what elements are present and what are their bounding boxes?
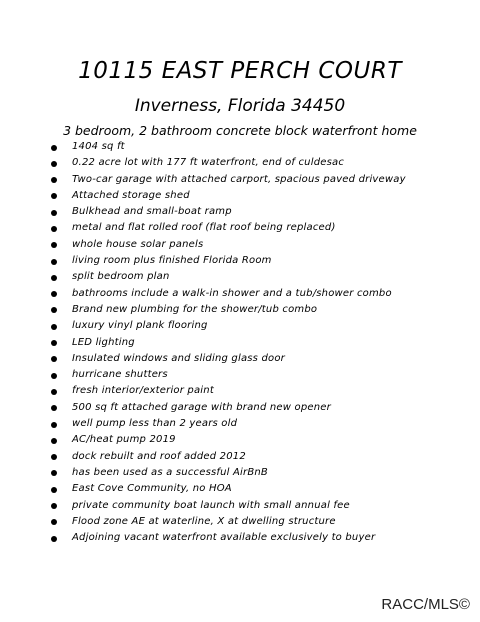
feature-item: [48, 286, 468, 302]
feature-item: [48, 383, 468, 399]
feature-item: [48, 269, 468, 285]
feature-text: Brand new plumbing for the shower/tub combo: [72, 303, 318, 315]
feature-item: [48, 449, 468, 465]
feature-item: [48, 172, 468, 188]
feature-text: fresh interior/exterior paint: [72, 385, 214, 397]
feature-text: LED lighting: [72, 336, 135, 348]
feature-item: [48, 400, 468, 416]
feature-item: [48, 498, 468, 514]
feature-text: well pump less than 2 years old: [72, 418, 238, 430]
feature-item: [48, 204, 468, 220]
feature-text: private community boat launch with small annual fee: [72, 499, 350, 511]
feature-text: Two-car garage with attached carport, spacious paved driveway: [72, 173, 406, 185]
city-state-zip: Inverness, Florida 34450: [134, 96, 346, 116]
feature-text: Flood zone AE at waterline, X at dwelling structure: [72, 515, 336, 527]
bullet-icon: [51, 242, 57, 248]
feature-item: [48, 530, 468, 546]
feature-text: bathrooms include a walk-in shower and a tub/shower combo: [72, 287, 392, 299]
bullet-icon: [51, 291, 57, 297]
bullet-icon: [51, 470, 57, 476]
bullet-icon: [51, 454, 57, 460]
feature-text: hurricane shutters: [72, 369, 168, 381]
bullet-icon: [51, 405, 57, 411]
bullet-icon: [51, 438, 57, 444]
property-summary: 3 bedroom, 2 bathroom concrete block waterfront home: [63, 123, 417, 138]
bullet-icon: [51, 177, 57, 183]
feature-text: Bulkhead and small-boat ramp: [72, 206, 232, 218]
feature-text: Adjoining vacant waterfront available exclusively to buyer: [72, 532, 376, 544]
bullet-icon: [51, 340, 57, 346]
feature-text: Attached storage shed: [72, 189, 190, 201]
feature-list: [48, 139, 468, 546]
bullet-icon: [51, 519, 57, 525]
feature-text: 0.22 acre lot with 177 ft waterfront, end of culdesac: [72, 157, 345, 169]
feature-text: Insulated windows and sliding glass door: [72, 352, 285, 364]
mls-watermark: RACC/MLS©: [381, 596, 470, 613]
feature-item: [48, 155, 468, 171]
feature-item: [48, 481, 468, 497]
bullet-icon: [51, 210, 57, 216]
feature-item: [48, 335, 468, 351]
feature-item: [48, 139, 468, 155]
bullet-icon: [51, 145, 57, 151]
bullet-icon: [51, 422, 57, 428]
bullet-icon: [51, 503, 57, 509]
feature-item: [48, 237, 468, 253]
feature-text: 1404 sq ft: [72, 141, 125, 152]
feature-item: [48, 302, 468, 318]
feature-item: [48, 514, 468, 530]
bullet-icon: [51, 161, 57, 167]
feature-text: East Cove Community, no HOA: [72, 483, 232, 495]
bullet-icon: [51, 275, 57, 281]
bullet-icon: [51, 389, 57, 395]
bullet-icon: [51, 373, 57, 379]
property-address: 10115 EAST PERCH COURT: [78, 58, 402, 84]
feature-item: [48, 351, 468, 367]
feature-item: [48, 432, 468, 448]
feature-text: 500 sq ft attached garage with brand new opener: [72, 401, 331, 413]
feature-item: [48, 220, 468, 236]
feature-item: [48, 367, 468, 383]
feature-item: [48, 253, 468, 269]
feature-text: dock rebuilt and roof added 2012: [72, 450, 246, 462]
feature-item: [48, 416, 468, 432]
bullet-icon: [51, 536, 57, 542]
feature-item: [48, 465, 468, 481]
feature-item: [48, 188, 468, 204]
bullet-icon: [51, 356, 57, 362]
bullet-icon: [51, 193, 57, 199]
feature-text: luxury vinyl plank flooring: [72, 320, 208, 332]
bullet-icon: [51, 259, 57, 265]
feature-text: living room plus finished Florida Room: [72, 255, 272, 267]
feature-text: whole house solar panels: [72, 238, 204, 250]
bullet-icon: [51, 487, 57, 493]
feature-item: [48, 318, 468, 334]
bullet-icon: [51, 226, 57, 232]
bullet-icon: [51, 324, 57, 330]
feature-text: metal and flat rolled roof (flat roof being replaced): [72, 222, 336, 234]
feature-text: split bedroom plan: [72, 271, 170, 283]
bullet-icon: [51, 307, 57, 313]
feature-text: has been used as a successful AirBnB: [72, 466, 268, 478]
feature-text: AC/heat pump 2019: [72, 434, 176, 446]
